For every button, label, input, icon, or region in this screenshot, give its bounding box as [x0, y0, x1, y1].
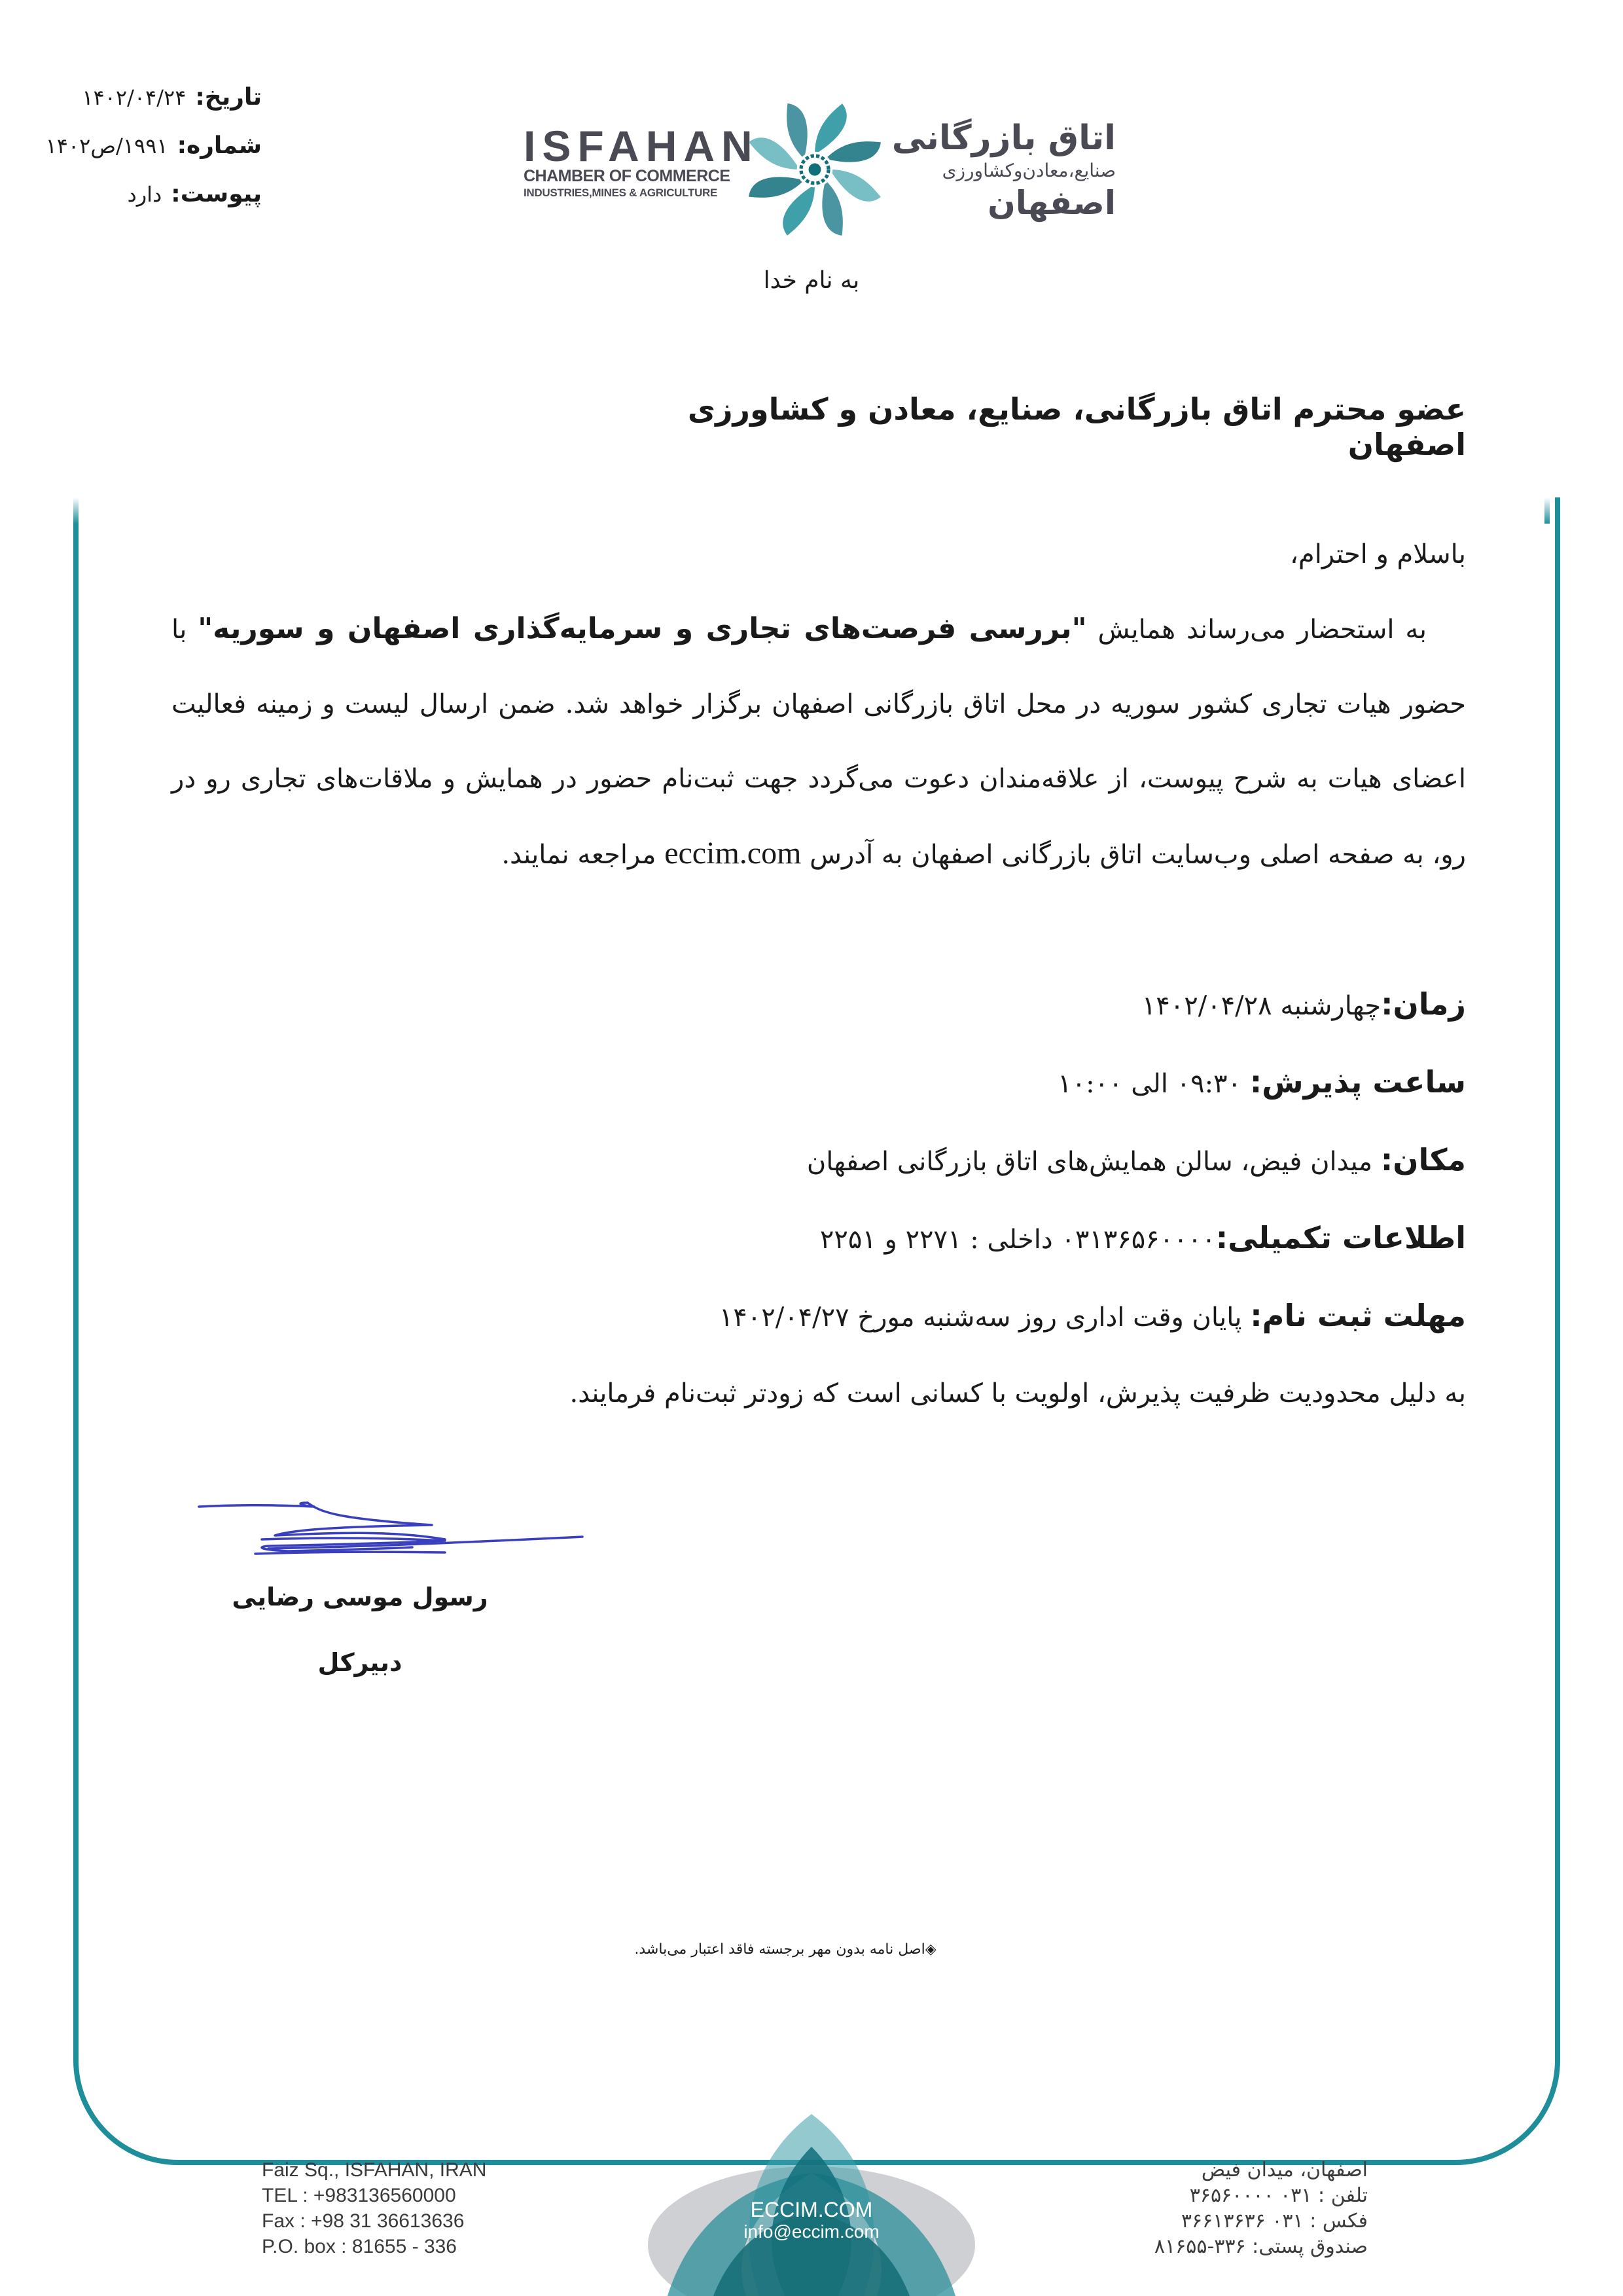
greeting: باسلام و احترام،: [1290, 539, 1466, 569]
signer-title: دبیرکل: [317, 1648, 402, 1677]
place-value: میدان فیض، سالن همایش‌های اتاق بازرگانی اصفهان: [806, 1147, 1381, 1177]
logo-fa-line2: صنایع،معادن‌وکشاورزی: [942, 160, 1116, 181]
frame-left-fade: [73, 497, 79, 524]
website-link[interactable]: eccim.com: [664, 836, 802, 870]
logo-fa-line1: اتاق بازرگانی: [891, 118, 1116, 158]
footer-decoration: [497, 2049, 1126, 2296]
deadline-label: مهلت ثبت نام:: [1250, 1298, 1466, 1333]
time-label: زمان:: [1381, 986, 1466, 1022]
number-value: ۱۹۹۱/ص۱۴۰۲: [45, 134, 168, 158]
footer-fa-tel: تلفن : ۰۳۱ ۳۶۵۶۰۰۰۰: [1189, 2184, 1368, 2207]
footer-email[interactable]: info@eccim.com: [743, 2221, 880, 2242]
chamber-logo: [517, 98, 1119, 242]
paragraph-intro: به استحضار می‌رساند همایش: [1086, 615, 1427, 645]
time-row: [171, 966, 1466, 1044]
deadline-row: [171, 1278, 1466, 1355]
footer-en-address: Faiz Sq., ISFAHAN, IRAN: [262, 2159, 487, 2181]
addressee: عضو محترم اتاق بازرگانی، صنایع، معادن و کشاورزی اصفهان: [687, 391, 1466, 462]
signer-name: رسول موسی رضایی: [232, 1583, 488, 1611]
number-row: [26, 122, 262, 170]
frame-right-fade: [1544, 497, 1550, 524]
attachment-row: [26, 170, 262, 219]
letter-body: [171, 517, 1466, 892]
stamp-note-text: اصل نامه بدون مهر برجسته فاقد اعتبار می‌باشد.: [634, 1941, 925, 1958]
paragraph-end: مراجعه نمایند.: [501, 840, 665, 870]
attachment-label: پیوست:: [171, 181, 262, 207]
footer-en-pobox: P.O. box : 81655 - 336: [262, 2236, 457, 2257]
letter-meta: [26, 73, 262, 219]
date-value: ۱۴۰۲/۰۴/۲۴: [82, 85, 187, 110]
logo-petal: [815, 103, 847, 154]
reception-row: [171, 1044, 1466, 1122]
logo-persian-text: [883, 118, 1116, 223]
number-label: شماره:: [177, 132, 262, 159]
info-value: ۰۳۱۳۶۵۶۰۰۰۰ داخلی : ۲۲۷۱ و ۲۲۵۱: [819, 1225, 1216, 1255]
event-title: "بررسی فرصت‌های تجاری و سرمایه‌گذاری اصفهان و سوریه": [198, 612, 1087, 645]
time-value: چهارشنبه ۱۴۰۲/۰۴/۲۸: [1141, 991, 1382, 1021]
logo-petal: [749, 137, 800, 170]
logo-fa-line3: اصفهان: [988, 184, 1116, 222]
body-paragraph: [171, 592, 1466, 892]
reception-value: ۰۹:۳۰ الی ۱۰:۰۰: [1058, 1069, 1250, 1099]
logo-petal: [783, 185, 815, 236]
date-row: [26, 73, 262, 122]
footer-en-tel: TEL : +983136560000: [262, 2185, 456, 2206]
logo-en-line3: INDUSTRIES,MINES & AGRICULTURE: [524, 187, 718, 199]
logo-english-text: [524, 122, 759, 200]
place-label: مکان:: [1380, 1142, 1466, 1177]
footer-website[interactable]: ECCIM.COM: [750, 2198, 873, 2221]
footer-fa-pobox: صندوق پستی: ۳۳۶-۸۱۶۵۵: [1154, 2235, 1368, 2258]
footer-en-fax: Fax : +98 31 36613636: [262, 2210, 465, 2232]
deadline-value: پایان وقت اداری روز سه‌شنبه مورخ ۱۴۰۲/۰۴/۲۷: [719, 1302, 1251, 1333]
diamond-icon: ◈: [925, 1941, 936, 1958]
bismillah: به نام خدا: [763, 267, 860, 294]
date-label: تاریخ:: [195, 84, 262, 111]
logo-petal: [830, 170, 881, 202]
info-row: [171, 1200, 1466, 1278]
stamp-validity-note: [589, 1941, 982, 1958]
event-details: [171, 966, 1466, 1431]
paragraph-main: با حضور هیات تجاری کشور سوریه در محل اتاق بازرگانی اصفهان برگزار خواهد شد. ضمن ارسال لیست و زمینه فعالیت اعضای هیات به شرح پیوست، از علاقه‌مندان دعوت می‌گردد جهت ثبت‌نام حضور در همایش و ملاقات‌های تجاری رو در رو، به صفحه اصلی وب‌سایت اتاق بازرگانی اصفهان به آدرس: [171, 615, 1466, 870]
logo-emblem-icon: [746, 101, 883, 238]
info-label: اطلاعات تکمیلی:: [1215, 1220, 1466, 1255]
priority-note: به دلیل محدودیت ظرفیت پذیرش، اولویت با کسانی است که زودتر ثبت‌نام فرمایند.: [569, 1378, 1466, 1408]
attachment-value: دارد: [127, 182, 162, 207]
footer-web: [720, 2198, 903, 2242]
footer-contact-en: [262, 2157, 524, 2259]
logo-en-line1: ISFAHAN: [524, 122, 759, 170]
footer-fa-fax: فکس : ۰۳۱ ۳۶۶۱۳۶۳۶: [1181, 2210, 1368, 2233]
handwritten-signature: [196, 1499, 589, 1584]
footer-contact-fa: [1106, 2157, 1368, 2259]
place-row: [171, 1122, 1466, 1200]
reception-label: ساعت پذیرش:: [1249, 1064, 1466, 1100]
footer-fa-address: اصفهان، میدان فیض: [1201, 2159, 1368, 2181]
logo-en-line2: CHAMBER OF COMMERCE: [524, 167, 730, 185]
